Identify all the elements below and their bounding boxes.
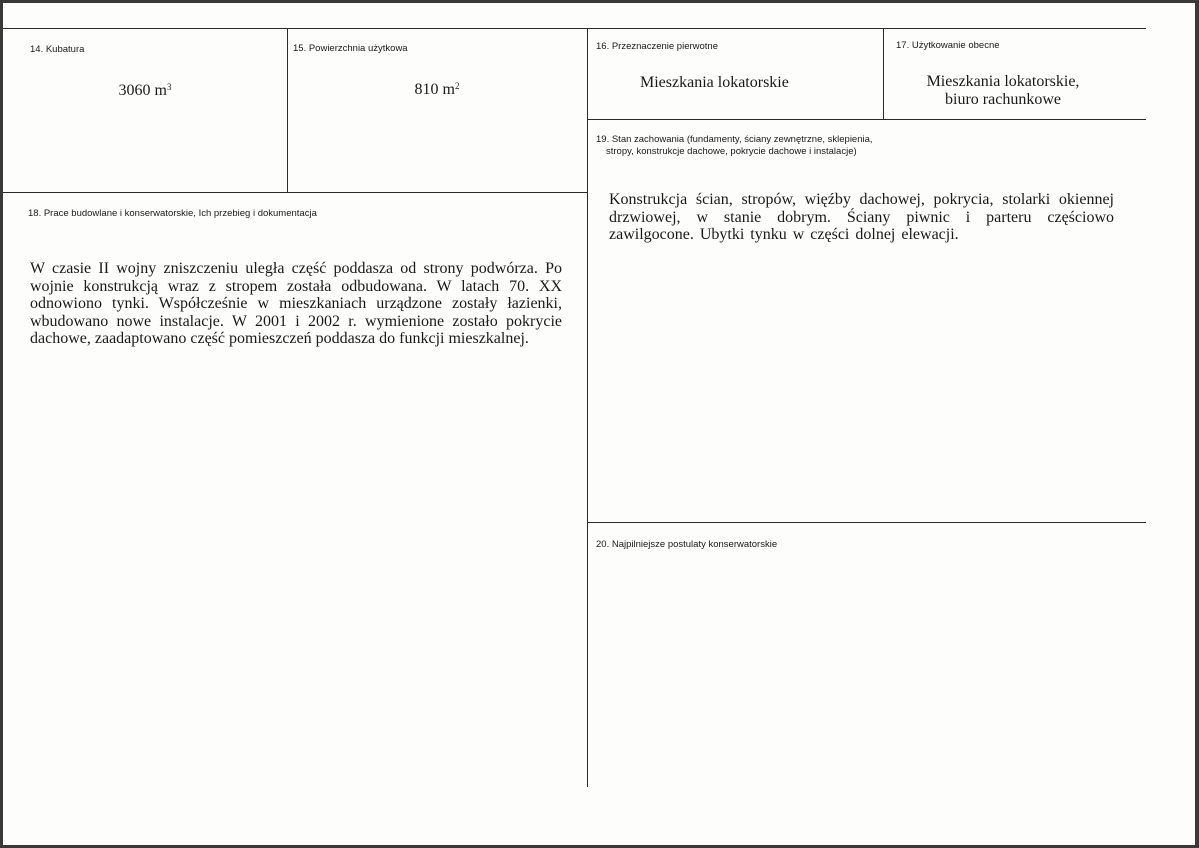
field-14-value [3,78,287,100]
field-17-value-line2: biuro rachunkowe [945,91,1061,108]
field-14-label: 14. Kubatura [30,44,85,55]
form-page [3,3,1195,845]
top-rule [3,28,1146,29]
field-16-value: Mieszkania lokatorskie [640,74,789,91]
field-19-text: Konstrukcja ścian, stropów, więźby dachowej, pokrycia, stolarki okiennej drzwiowej, w stanie dobrym. Ściany piwnic i parteru częściowo zawilgocone. Ubytki tynku w części dolnej elewacji. [609,191,1114,244]
rule-under-16-17 [587,119,1146,120]
rule-under-14-15 [3,192,588,193]
field-15-value [287,77,587,99]
field-17-label: 17. Użytkowanie obecne [896,40,1000,51]
field-19-label-line1: 19. Stan zachowania (fundamenty, ściany zewnętrzne, sklepienia, [596,134,873,145]
field-14-number: 3060 m [118,82,167,99]
rule-under-19 [587,522,1146,523]
field-18-text: W czasie II wojny zniszczeniu uległa część poddasza od strony podwórza. Po wojnie konstrukcją wraz z stropem została odbudowana. W latach 70. XX odnowiono tynki. Współcześnie w mieszkaniach urządzone zostały łazienki, wbudowano nowe instalacje. W 2001 i 2002 r. wymienione zostało pokrycie dachowe, zaadaptowano część pomieszczeń poddasza do funkcji mieszkalnej. [30,260,562,348]
field-17-value [883,73,1123,109]
field-15-unit-exponent: 2 [454,81,460,91]
field-19-label-line2: stropy, konstrukcje dachowe, pokrycie dachowe i instalacje) [606,146,857,157]
divider-14-15 [287,28,288,192]
field-17-value-line1: Mieszkania lokatorskie, [926,73,1080,90]
field-20-label: 20. Najpilniejsze postulaty konserwatorskie [596,539,778,550]
field-14-unit-exponent: 3 [166,82,172,92]
field-15-number: 810 m [414,81,455,98]
field-18-label: 18. Prace budowlane i konserwatorskie, Ich przebieg i dokumentacja [28,208,317,219]
divider-left-right [587,28,588,787]
field-15-label: 15. Powierzchnia użytkowa [293,43,408,54]
field-16-label: 16. Przeznaczenie pierwotne [596,41,718,52]
